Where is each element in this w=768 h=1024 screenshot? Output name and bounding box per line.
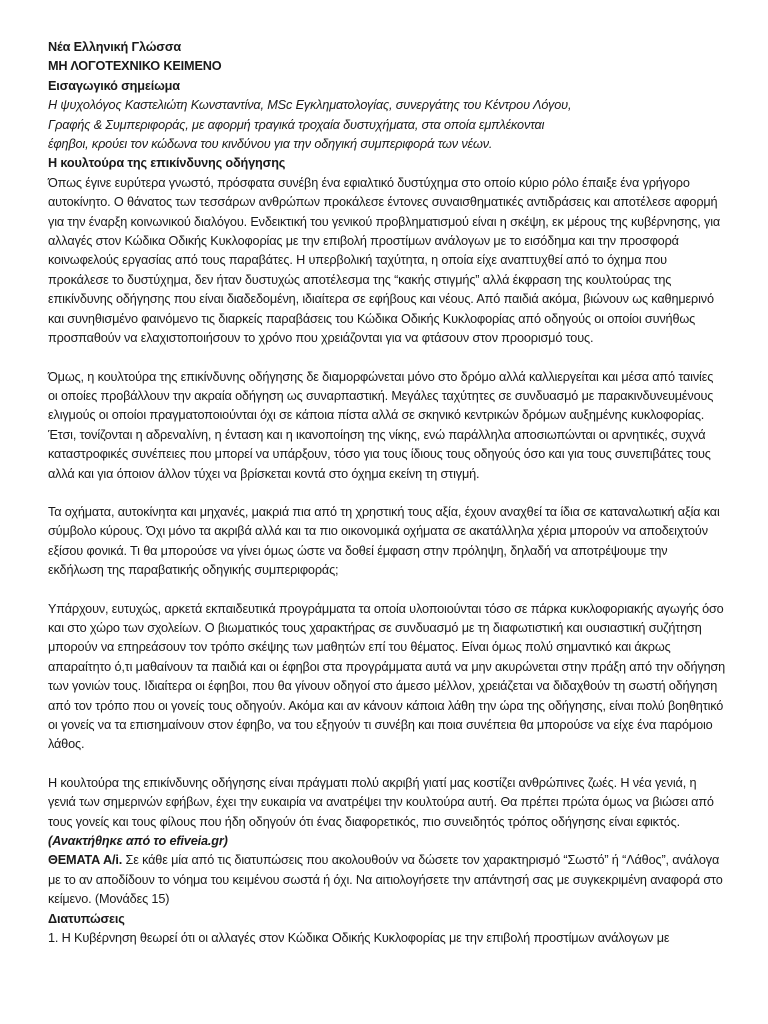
article-paragraph-5: Η κουλτούρα της επικίνδυνης οδήγησης είναι πράγματι πολύ ακριβή γιατί μας κοστίζει ανθρώπινες ζωές. Η νέα γενιά, η γενιά των σημερινών εφήβων, έχει την ευκαιρία να ανατρέψει την κουλτούρα αυτή. Θα πρέπει πρώτα όμως να βιώσει από τους γονείς και τους φίλους που ήδη οδηγούν ότι ένας διαφορετικός, πιο συνειδητός τρόπος οδήγησης είναι εφικτός. (48, 775, 714, 829)
exercise-heading: ΘΕΜΑΤΑ Α/i. (48, 853, 123, 868)
statements-heading: Διατυπώσεις (48, 911, 125, 926)
article-paragraph-1: Όπως έγινε ευρύτερα γνωστό, πρόσφατα συνέβη ένα εφιαλτικό δυστύχημα στο οποίο κύριο ρόλο έπαιξε ένα γρήγορο αυτοκίνητο. Ο θάνατος των τεσσάρων ανθρώπων προκάλεσε έντονες συναισθηματικές αντιδράσεις και αποτέλεσε αφορμή για την έναρξη κοινωνικού διαλόγου. Ενδεικτική του γενικού προβληματισμού είναι η σκέψη, εκ μέρους της κυβέρνησης, για αλλαγές στον Κώδικα Οδικής Κυκλοφορίας με την επιβολή προστίμων ανάλογων με το εισόδημα και την προσφορά κοινωφελούς εργασίας από τους παραβάτες. Η υπερβολική ταχύτητα, η οποία είχε αναπτυχθεί από το όχημα που προκάλεσε το δυστύχημα, δεν ήταν δυστυχώς αποτέλεσμα της “κακής στιγμής” αλλά έκφραση της κουλτούρας της επικίνδυνης οδήγησης που είναι διαδεδομένη, ιδιαίτερα σε εφήβους και νέους. Από παιδιά ακόμα, βιώνουν ως καθημερινό και συνηθισμένο φαινόμενο τις διαρκείς παραβάσεις του Κώδικα Οδικής Κυκλοφορίας από οδηγούς οι οποίοι συνήθως προσπαθούν να ελαχιστοποιήσουν το χρόνο που χρειάζονται για να φτάσουν στον προορισμό τους. (48, 175, 721, 346)
header-block (48, 38, 726, 154)
article-title: Η κουλτούρα της επικίνδυνης οδήγησης (48, 156, 286, 171)
paragraph-gap (48, 755, 726, 774)
paragraph-gap (48, 581, 726, 600)
intro-heading: Εισαγωγικό σημείωμα (48, 78, 180, 93)
statement-1: 1. Η Κυβέρνηση θεωρεί ότι οι αλλαγές στον Κώδικα Οδικής Κυκλοφορίας με την επιβολή προστίμων ανάλογων με (48, 931, 670, 946)
article-paragraph-4: Υπάρχουν, ευτυχώς, αρκετά εκπαιδευτικά προγράμματα τα οποία υλοποιούνται τόσο σε πάρκα κυκλοφοριακής αγωγής όσο και στο χώρο των σχολείων. Ο βιωματικός τους χαρακτήρας σε συνδυασμό με τη διαφωτιστική και ουσιαστική συζήτηση μπορούν να επηρεάσουν τον τρόπο σκέψης των μαθητών επί του θέματος. Είναι όμως πολύ σημαντικό και άκρως απαραίτητο ό,τι μαθαίνουν τα παιδιά και οι έφηβοι στα προγράμματα αυτά να μην ακυρώνεται στην πράξη από την οδήγηση των γονιών τους. Ιδιαίτερα οι έφηβοι, που θα γίνουν οδηγοί στο άμεσο μέλλον, χρειάζεται να διδαχθούν τη σωστή οδήγηση από τον τρόπο που οι γονείς τους οδηγούν. Ακόμα και αν κάνουν κάποια λάθη την ώρα της οδήγησης, είναι πολύ βοηθητικό οι γονείς να τα επισημαίνουν στον έφηβο, να του εξηγούν τι συνέβη και ποια συνέπεια θα μπορούσε να είχε ένα παρόμοιο λάθος. (48, 601, 726, 752)
article-source: (Ανακτήθηκε από το efiveia.gr) (48, 834, 228, 849)
paragraph-gap (48, 349, 726, 368)
text-type-title: ΜΗ ΛΟΓΟΤΕΧΝΙΚΟ ΚΕΙΜΕΝΟ (48, 59, 222, 74)
document-page (48, 38, 726, 948)
intro-text: Η ψυχολόγος Καστελιώτη Κωνσταντίνα, MSc Εγκληματολογίας, συνεργάτης του Κέντρου Λόγου, Γραφής & Συμπεριφοράς, με αφορμή τραγικά τροχαία δυστυχήματα, στα οποία εμπλέκονται έφηβοι, κρούει τον κώδωνα του κινδύνου για την οδηγική συμπεριφορά των νέων. (48, 98, 572, 152)
article-paragraph-3: Τα οχήματα, αυτοκίνητα και μηχανές, μακριά πια από τη χρηστική τους αξία, έχουν αναχθεί τα ίδια σε καταναλωτική αξία και σύμβολο κύρους. Όχι μόνο τα ακριβά αλλά και τα πιο οικονομικά οχήματα σε ακατάλληλα χέρια μπορούν να αποδειχτούν εξίσου φονικά. Τι θα μπορούσε να γίνει όμως ώστε να δοθεί έμφαση στην πρόληψη, δηλαδή να αποτρέψουμε την εκδήλωση της παραβατικής οδηγικής συμπεριφοράς; (48, 504, 720, 578)
exercise-block (48, 851, 726, 909)
subject-title: Νέα Ελληνική Γλώσσα (48, 40, 182, 54)
exercise-instructions: Σε κάθε μία από τις διατυπώσεις που ακολουθούν να δώσετε τον χαρακτηρισμό “Σωστό” ή “Λάθος”, ανάλογα με το αν αποδίδουν το νόημα του κειμένου σωστά ή όχι. Να αιτιολογήσετε την απάντησή σας με συγκεκριμένη αναφορά στο κείμενο. (Μονάδες 15) (48, 853, 723, 907)
article-paragraph-2: Όμως, η κουλτούρα της επικίνδυνης οδήγησης δε διαμορφώνεται μόνο στο δρόμο αλλά καλλιεργείται και μέσα από ταινίες οι οποίες προβάλλουν την ακραία οδήγηση ως συναρπαστική. Μεγάλες ταχύτητες σε συνδυασμό με παρακινδυνευμένους ελιγμούς οι οποίοι πραγματοποιούνται όχι σε κάποια πίστα αλλά σε σκηνικό κεντρικών δρόμων αυξημένης κυκλοφορίας. Έτσι, τονίζονται η αδρεναλίνη, η ένταση και η ικανοποίηση της νίκης, ενώ παράλληλα αποσιωπώνται οι αρνητικές, συχνά καταστροφικές συνέπειες που μπορεί να υπάρξουν, τόσο για τους ίδιους τους οδηγούς όσο και για τους συνεπιβάτες τους αλλά και για όποιον άλλον τύχει να βρίσκεται κοντά στο όχημα εκείνη τη στιγμή. (48, 369, 714, 481)
paragraph-gap (48, 484, 726, 503)
